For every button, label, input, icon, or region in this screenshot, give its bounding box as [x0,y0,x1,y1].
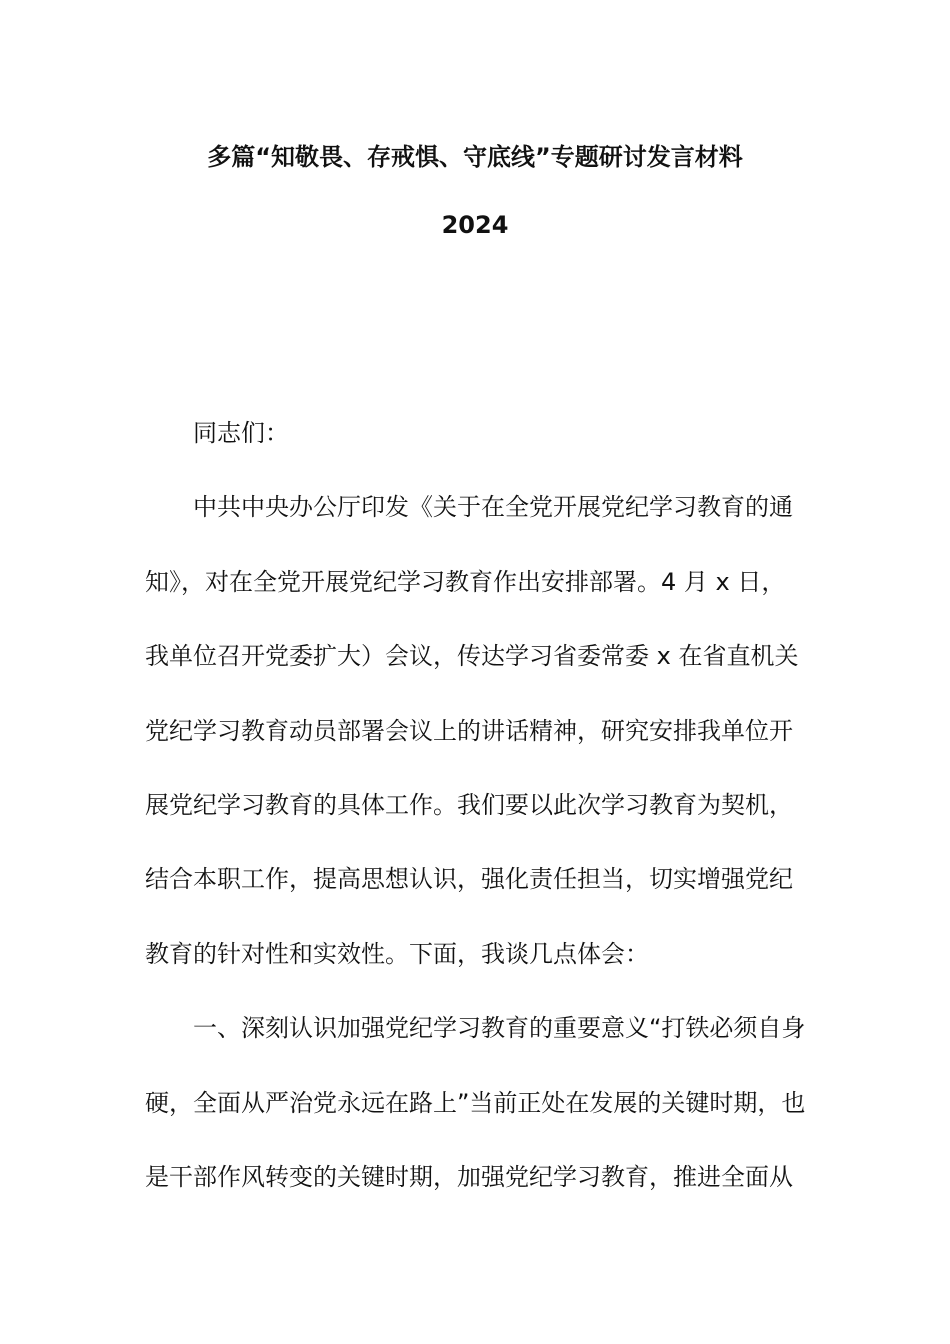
paragraph-1-line: 结合本职工作，提高思想认识，强化责任担当，切实增强党纪 [145,865,793,894]
salutation-text: 同志们： [193,419,289,447]
paragraph-1 [145,470,807,991]
paragraph-2-line: 硬，全面从严治党永远在路上”当前正处在发展的关键时期，也 [145,1088,806,1117]
paragraph-2-line: 是干部作风转变的关键时期，加强党纪学习教育，推进全面从 [145,1162,793,1191]
salutation [145,396,807,470]
document-title-year: 2024 [441,211,509,239]
paragraph-1-line: 知》，对在全党开展党纪学习教育作出安排部署。4 月 x 日， [145,567,786,596]
paragraph-1-line: 党纪学习教育动员部署会议上的讲话精神，研究安排我单位开 [145,716,793,745]
paragraph-2 [145,991,807,1214]
paragraph-1-line: 中共中央办公厅印发《关于在全党开展党纪学习教育的通 [193,493,793,522]
paragraph-1-line: 我单位召开党委扩大）会议，传达学习省委常委 x 在省直机关 [145,642,799,671]
paragraph-1-line: 教育的针对性和实效性。下面，我谈几点体会： [145,939,649,968]
document-body [145,396,807,1214]
document-title: 多篇“知敬畏、存戒惧、守底线”专题研讨发言材料 [207,143,743,171]
paragraph-1-line: 展党纪学习教育的具体工作。我们要以此次学习教育为契机， [145,790,793,819]
paragraph-2-line: 一、深刻认识加强党纪学习教育的重要意义“打铁必须自身 [193,1014,806,1043]
